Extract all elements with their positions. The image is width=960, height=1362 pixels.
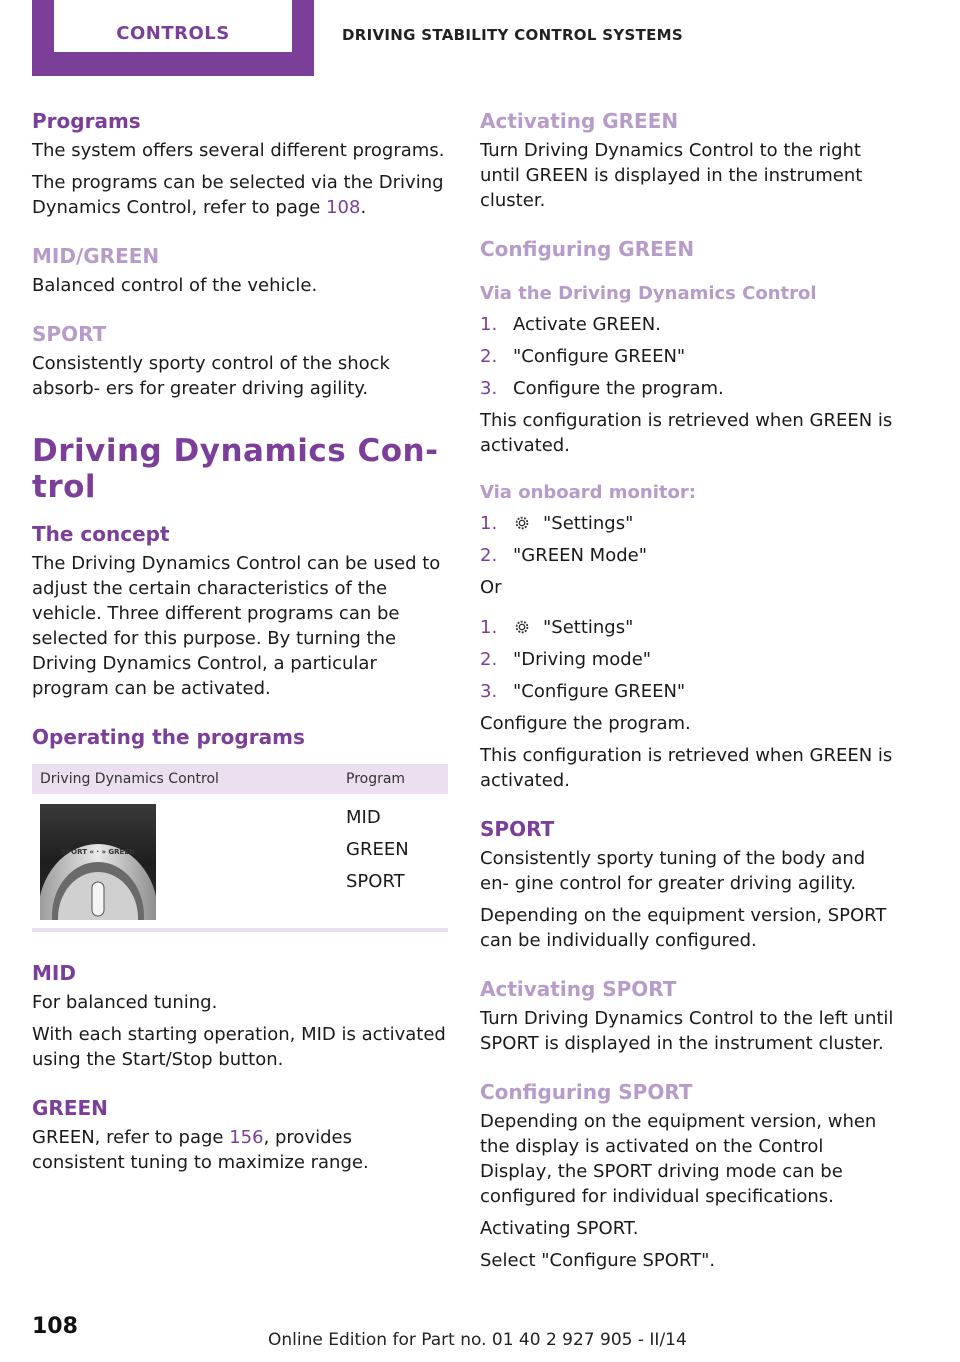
program-item-mid: MID bbox=[346, 807, 381, 828]
list-item: 1. "Settings" bbox=[480, 513, 634, 534]
mid-paragraph-1: For balanced tuning. bbox=[32, 992, 218, 1013]
monitor-steps-a bbox=[480, 511, 896, 568]
midgreen-paragraph: Balanced control of the vehicle. bbox=[32, 275, 318, 296]
list-item: 3. "Configure GREEN" bbox=[480, 681, 686, 702]
monitor-note-1: Configure the program. bbox=[480, 713, 691, 734]
list-item: 2. "Configure GREEN" bbox=[480, 346, 686, 367]
driving-dynamics-knob-image bbox=[40, 804, 156, 920]
monitor-steps-b bbox=[480, 615, 896, 704]
monitor-note-2: This configuration is retrieved when GREEN is activated. bbox=[480, 745, 893, 791]
configuring-sport-paragraph-2: Activating SPORT. bbox=[480, 1218, 639, 1239]
configuring-green-heading: Configuring GREEN bbox=[480, 237, 695, 261]
section-title: DRIVING STABILITY CONTROL SYSTEMS bbox=[342, 26, 684, 44]
configuring-sport-paragraph: Depending on the equipment version, when the display is activated on the Control Display, the SPORT driving mode can be configured for individual specifications. bbox=[480, 1111, 877, 1207]
sport-right-heading: SPORT bbox=[480, 817, 555, 841]
table-row bbox=[32, 794, 448, 930]
activating-sport-paragraph: Turn Driving Dynamics Control to the left until SPORT is displayed in the instrument cluster. bbox=[480, 1008, 894, 1054]
settings-gear-icon bbox=[513, 514, 531, 532]
list-item: 3. Configure the program. bbox=[480, 378, 724, 399]
via-monitor-heading: Via onboard monitor: bbox=[480, 482, 696, 503]
green-heading: GREEN bbox=[32, 1096, 108, 1120]
ddc-heading: Driving Dynamics Con‐ trol bbox=[32, 433, 439, 505]
green-paragraph: GREEN, refer to page 156, provides consistent tuning to maximize range. bbox=[32, 1127, 369, 1173]
concept-heading: The concept bbox=[32, 522, 170, 546]
right-column bbox=[480, 108, 896, 1280]
program-item-sport: SPORT bbox=[346, 871, 405, 892]
or-text: Or bbox=[480, 577, 502, 598]
mid-paragraph-2: With each starting operation, MID is activated using the Start/Stop button. bbox=[32, 1024, 446, 1070]
chapter-tab bbox=[32, 0, 314, 76]
configuring-sport-paragraph-3: Select "Configure SPORT". bbox=[480, 1250, 716, 1271]
table-header-row bbox=[32, 764, 448, 794]
list-item: 2. "Driving mode" bbox=[480, 649, 652, 670]
operating-heading: Operating the programs bbox=[32, 725, 305, 749]
activating-green-paragraph: Turn Driving Dynamics Control to the right until GREEN is displayed in the instrument cluster. bbox=[480, 140, 863, 211]
sport-paragraph: Consistently sporty control of the shock absorb‐ ers for greater driving agility. bbox=[32, 353, 390, 399]
via-ddc-note: This configuration is retrieved when GREEN is activated. bbox=[480, 410, 893, 456]
configuring-sport-heading: Configuring SPORT bbox=[480, 1080, 693, 1104]
page-ref-link[interactable]: 108 bbox=[326, 197, 361, 218]
list-item: 2. "GREEN Mode" bbox=[480, 545, 647, 566]
programs-paragraph-1: The system offers several different programs. bbox=[32, 140, 445, 161]
activating-sport-heading: Activating SPORT bbox=[480, 977, 677, 1001]
page-number: 108 bbox=[32, 1314, 78, 1339]
concept-paragraph: The Driving Dynamics Control can be used to adjust the certain characteristics of the vehicle. Three different programs can be selected for this purpose. By turning the Driving Dynamics Control, a particular program can be activated. bbox=[32, 553, 441, 699]
page-ref-link-156[interactable]: 156 bbox=[229, 1127, 264, 1148]
page-header bbox=[0, 0, 960, 78]
via-ddc-heading: Via the Driving Dynamics Control bbox=[480, 283, 817, 304]
knob-label-text: SPORT « · » GREEN bbox=[61, 848, 135, 856]
mid-heading: MID bbox=[32, 961, 76, 985]
midgreen-heading: MID/GREEN bbox=[32, 244, 160, 268]
program-item-green: GREEN bbox=[346, 839, 409, 860]
left-column bbox=[32, 108, 448, 1182]
via-ddc-steps bbox=[480, 312, 896, 401]
table-header-program: Program bbox=[338, 764, 448, 794]
settings-gear-icon bbox=[513, 618, 531, 636]
edition-footer: Online Edition for Part no. 01 40 2 927 905 - II/14 bbox=[268, 1330, 687, 1350]
list-item: 1. "Settings" bbox=[480, 617, 634, 638]
activating-green-heading: Activating GREEN bbox=[480, 109, 679, 133]
chapter-tab-label: CONTROLS bbox=[116, 23, 230, 44]
sport-right-paragraph-2: Depending on the equipment version, SPORT can be individually configured. bbox=[480, 905, 887, 951]
sport-heading: SPORT bbox=[32, 322, 107, 346]
programs-paragraph-2: The programs can be selected via the Driving Dynamics Control, refer to page 108. bbox=[32, 172, 444, 218]
programs-table bbox=[32, 764, 448, 932]
list-item: 1. Activate GREEN. bbox=[480, 314, 661, 335]
programs-heading: Programs bbox=[32, 109, 141, 133]
sport-right-paragraph-1: Consistently sporty tuning of the body and en‐ gine control for greater driving agility. bbox=[480, 848, 866, 894]
table-header-ddc: Driving Dynamics Control bbox=[32, 764, 338, 794]
